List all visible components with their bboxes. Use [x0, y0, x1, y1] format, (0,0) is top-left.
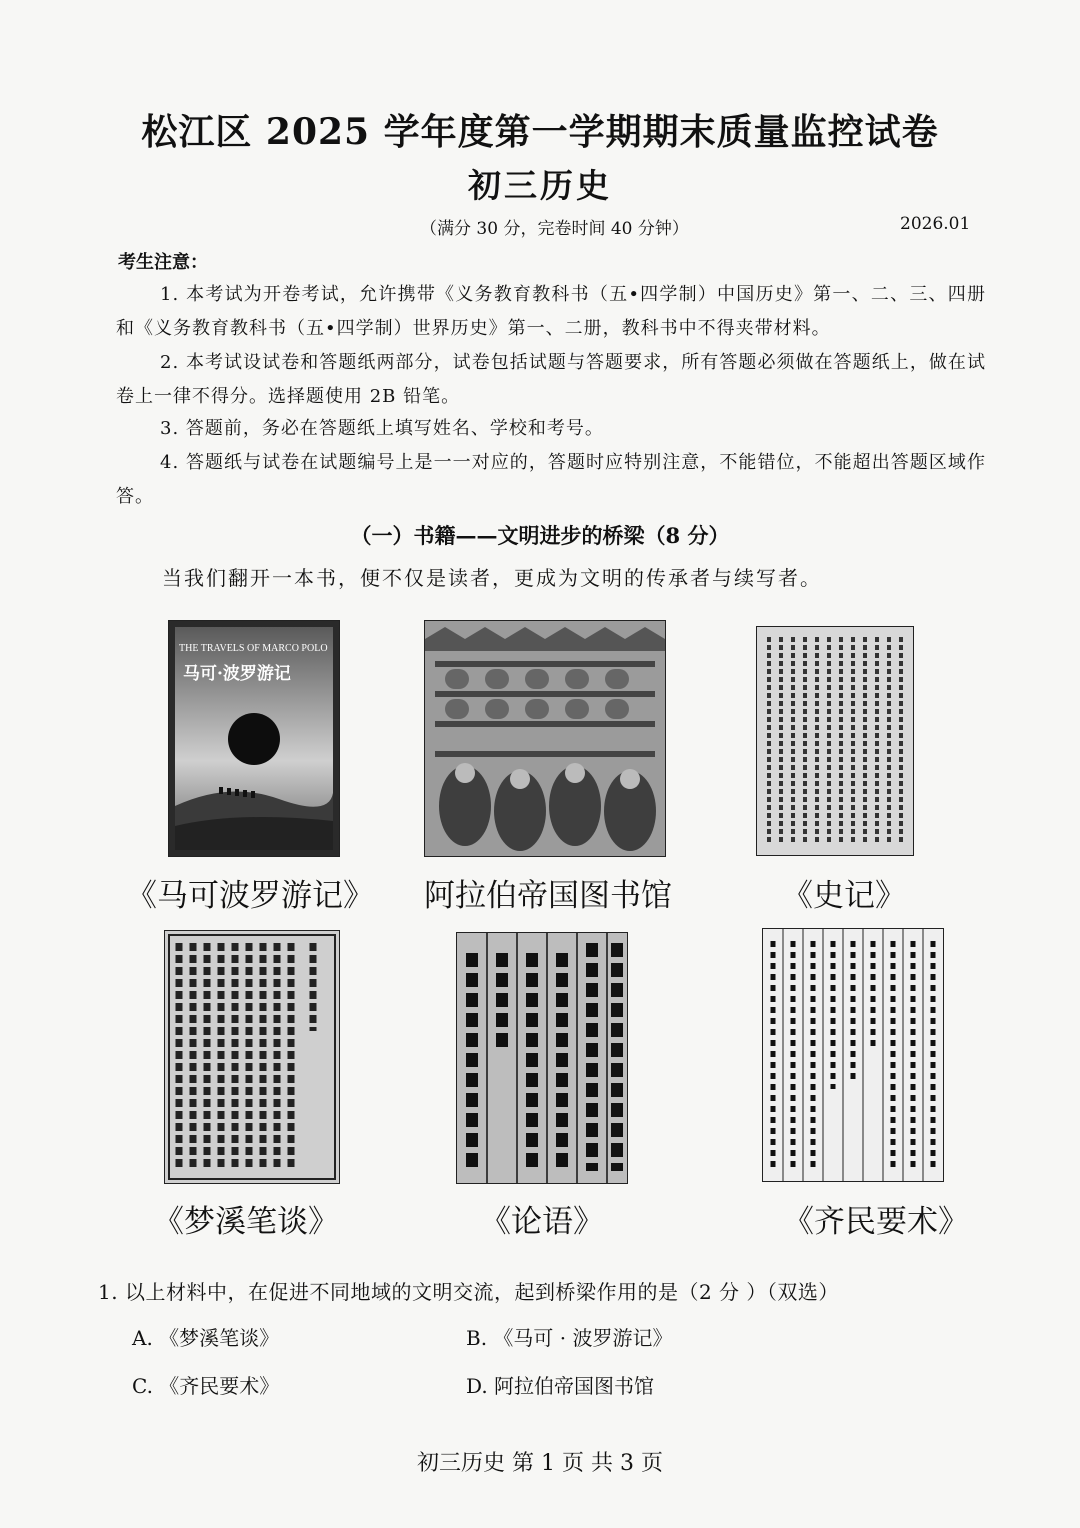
- caption-arab-library: 阿拉伯帝国图书馆: [424, 878, 672, 914]
- notice-item-4: 4. 答题纸与试卷在试题编号上是一一对应的，答题时应特别注意，不能错位，不能超出答题区域作答。: [116, 452, 986, 507]
- exam-info: （满分 30 分，完卷时间 40 分钟）: [420, 219, 689, 239]
- exam-subject: 初三历史: [468, 166, 612, 205]
- lunyu-image: [456, 932, 628, 1184]
- notice-heading: 考生注意：: [118, 252, 208, 273]
- marco-polo-cover-image: [168, 620, 340, 857]
- mengxi-bitan-image: [164, 930, 340, 1184]
- question-1-stem: 1. 以上材料中，在促进不同地域的文明交流，起到桥梁作用的是（2 分 ）（双选）: [98, 1280, 839, 1304]
- option-a: A. 《梦溪笔谈》: [132, 1326, 280, 1350]
- classical-text-columns: [763, 929, 943, 1181]
- caption-mengxi-bitan: 《梦溪笔谈》: [153, 1204, 339, 1240]
- caption-lunyu: 《论语》: [480, 1204, 604, 1240]
- qimin-yaoshu-image: [762, 928, 944, 1182]
- library-painting-illustration: [425, 621, 665, 856]
- notice-item-3: 3. 答题前，务必在答题纸上填写姓名、学校和考号。: [160, 418, 604, 439]
- page-footer: 初三历史 第 1 页 共 3 页: [417, 1451, 663, 1476]
- arab-library-image: [424, 620, 666, 857]
- notice-item-2: 2. 本考试设试卷和答题纸两部分，试卷包括试题与答题要求，所有答题必须做在答题纸上，做在试卷上一律不得分。选择题使用 2B 铅笔。: [116, 352, 986, 407]
- option-d: D. 阿拉伯帝国图书馆: [466, 1374, 655, 1398]
- option-c: C. 《齐民要术》: [132, 1374, 280, 1398]
- option-b: B. 《马可 · 波罗游记》: [466, 1326, 673, 1350]
- classical-text-columns: [457, 933, 627, 1183]
- notice-item-1: 1. 本考试为开卷考试，允许携带《义务教育教科书（五•四学制）中国历史》第一、二、三、四册和《义务教育教科书（五•四学制）世界历史》第一、二册，教科书中不得夹带材料。: [116, 284, 986, 339]
- classical-text-columns: [757, 627, 913, 855]
- caption-marco-polo: 《马可波罗游记》: [126, 878, 374, 914]
- book-cover-illustration: [169, 621, 339, 856]
- exam-title: 松江区 2025 学年度第一学期期末质量监控试卷: [141, 111, 939, 153]
- section-title: （一）书籍——文明进步的桥梁（8 分）: [350, 523, 730, 548]
- caption-shiji: 《史记》: [782, 878, 906, 914]
- cover-english-title: THE TRAVELS OF MARCO POLO: [179, 643, 328, 654]
- caption-qimin-yaoshu: 《齐民要术》: [783, 1204, 969, 1240]
- exam-date: 2026.01: [900, 214, 971, 234]
- shiji-page-image: [756, 626, 914, 856]
- section-intro: 当我们翻开一本书，便不仅是读者，更成为文明的传承者与续写者。: [162, 566, 822, 590]
- cover-chinese-title: 马可·波罗游记: [183, 664, 291, 684]
- classical-text-columns: [165, 931, 339, 1183]
